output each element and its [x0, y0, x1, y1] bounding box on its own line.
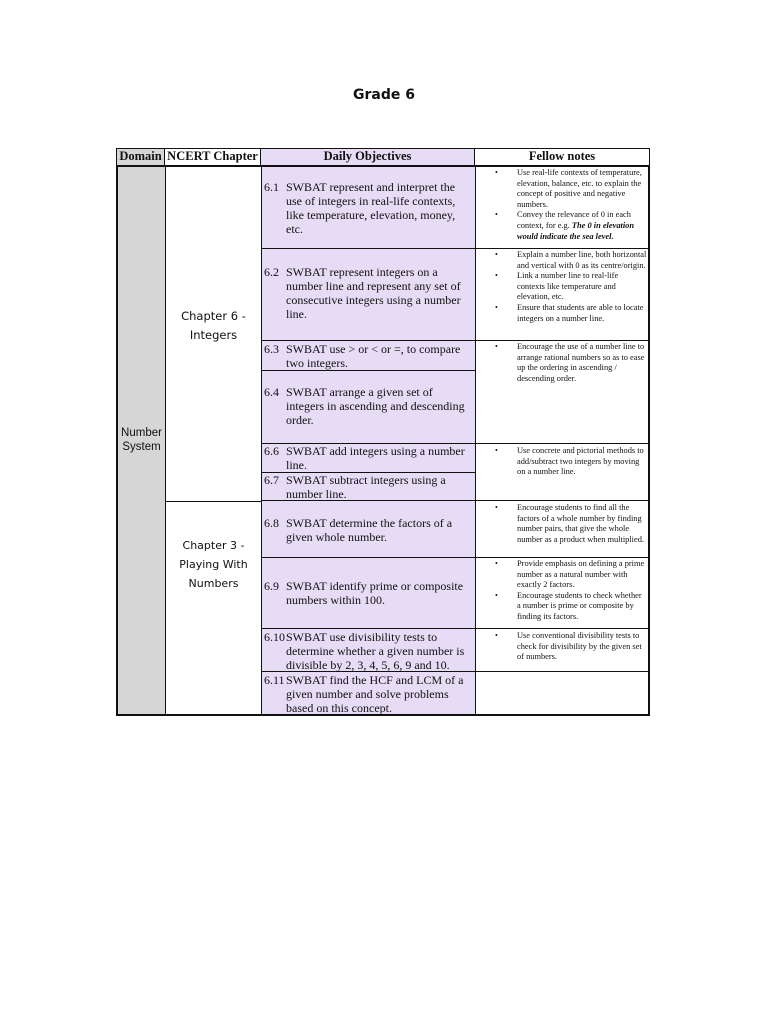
chapter-6-label [166, 307, 261, 345]
domain-label-line2: System [122, 441, 161, 453]
header-chapter [164, 148, 261, 166]
header-notes-label: Fellow notes [528, 149, 596, 163]
note-bullet: • Ensure that students are able to locate integers on a number line. [476, 303, 649, 324]
objective-number: 6.11 [264, 673, 285, 687]
note-bullet: • Use conventional divisibility tests to check for divisibility by the given set of numbers. [476, 631, 649, 663]
header-domain-label: Domain [119, 149, 162, 163]
note-cell [476, 167, 649, 249]
note-cell [476, 501, 649, 558]
note-emphasis: The 0 in elevation would indicate the sea level. [517, 220, 634, 241]
chapter-6-line2: Integers [189, 328, 238, 342]
chapter-3-line1: Chapter 3 - [182, 539, 245, 552]
note-cell [476, 249, 649, 341]
objective-text: SWBAT subtract integers using a number line. [286, 473, 446, 501]
table-body [116, 165, 650, 716]
objective-number: 6.2 [264, 265, 279, 279]
chapter-divider [166, 501, 261, 502]
objective-number: 6.4 [264, 385, 279, 399]
header-objectives [260, 148, 475, 166]
note-bullet [476, 210, 649, 242]
page-title: Grade 6 [353, 87, 415, 103]
note-cell [476, 444, 649, 501]
header-domain [116, 148, 165, 166]
objective-row [262, 473, 476, 501]
note-bullet-text: Convey the relevance of 0 in each context, for e.g. [517, 210, 631, 230]
objective-row [262, 672, 476, 714]
chapter-column [166, 167, 262, 714]
objective-row [262, 629, 476, 672]
domain-label [118, 426, 165, 454]
objective-row [262, 558, 476, 629]
objective-row [262, 341, 476, 371]
note-bullet: • Explain a number line, both horizontal and vertical with 0 as its centre/origin. [476, 250, 649, 271]
domain-label-line1: Number [121, 427, 162, 439]
objective-row [262, 371, 476, 444]
objective-text: SWBAT use > or < or =, to compare two integers. [286, 342, 461, 370]
objective-number: 6.1 [264, 180, 279, 194]
objective-number: 6.9 [264, 579, 279, 593]
objective-text: SWBAT determine the factors of a given whole number. [286, 516, 453, 544]
note-bullet: • Encourage students to check whether a number is prime or composite by finding its factors. [476, 591, 649, 623]
header-chapter-label: NCERT Chapter [167, 149, 258, 163]
objective-number: 6.7 [264, 473, 279, 487]
note-bullet: • Encourage the use of a number line to arrange rational numbers so as to ease up the ordering in ascending / descending order. [476, 342, 649, 384]
note-bullet: • Provide emphasis on defining a prime number as a natural number with exactly 2 factors. [476, 559, 649, 591]
objective-text: SWBAT identify prime or composite numbers within 100. [286, 579, 464, 607]
domain-cell [118, 167, 166, 714]
note-cell [476, 341, 649, 444]
chapter-3-line3: Numbers [188, 577, 239, 590]
objective-text: SWBAT add integers using a number line. [286, 444, 465, 472]
objective-row [262, 167, 476, 249]
objective-number: 6.8 [264, 516, 279, 530]
objective-text: SWBAT use divisibility tests to determine whether a given number is divisible by 2, 3, 4, 5, 6, 9 and 10. [286, 630, 465, 672]
chapter-3-label [166, 536, 261, 593]
objective-number: 6.6 [264, 444, 279, 458]
objective-number: 6.3 [264, 342, 279, 356]
note-bullet: • Link a number line to real-life contexts like temperature and elevation, etc. [476, 271, 649, 303]
objective-row [262, 249, 476, 341]
objective-text: SWBAT represent and interpret the use of integers in real-life contexts, like temperature, elevation, money, etc. [286, 180, 456, 236]
chapter-3-line2: Playing With [179, 558, 248, 571]
header-notes [474, 148, 650, 166]
header-objectives-label: Daily Objectives [323, 149, 412, 163]
objective-text: SWBAT arrange a given set of integers in ascending and descending order. [286, 385, 465, 427]
chapter-6-line1: Chapter 6 - [181, 309, 246, 323]
note-bullet: • Encourage students to find all the factors of a whole number by finding number pairs, that give the whole number as a product when multiplied. [476, 503, 649, 545]
objective-text: SWBAT find the HCF and LCM of a given number and solve problems based on this concept. [286, 673, 464, 715]
note-cell [476, 558, 649, 629]
objective-row [262, 501, 476, 558]
objective-number: 6.10 [264, 630, 285, 644]
objective-text: SWBAT represent integers on a number line and represent any set of consecutive integers using a number line. [286, 265, 461, 321]
note-cell [476, 629, 649, 672]
objective-row [262, 444, 476, 473]
note-bullet: • Use real-life contexts of temperature, elevation, balance, etc. to explain the concept of positive and negative numbers. [476, 168, 649, 210]
note-bullet: • Use concrete and pictorial methods to add/subtract two integers by moving on a number line. [476, 446, 649, 478]
notes-column [475, 167, 648, 714]
note-cell-empty [476, 672, 649, 714]
